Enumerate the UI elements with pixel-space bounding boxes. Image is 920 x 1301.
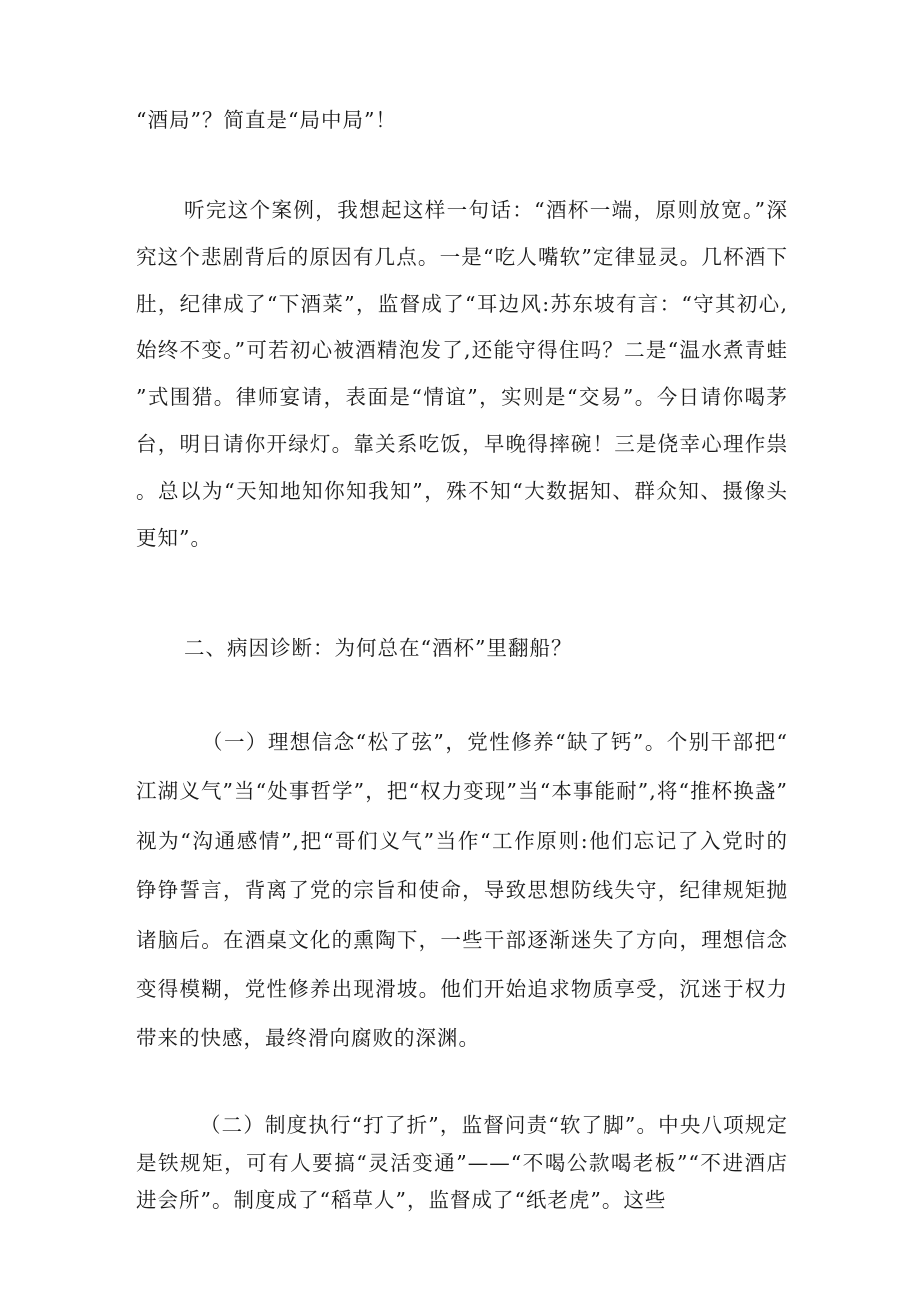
paragraph-case-analysis: 听完这个案例，我想起这样一句话：“酒杯一端，原则放宽。”深究这个悲剧背后的原因有几点。一是“吃人嘴软”定律显灵。几杯酒下肚，纪律成了“下酒菜”，监督成了“耳边风:苏东坡有言：“守其初心,始终不变。”可若初心被酒精泡发了,还能守得住吗？二是“温水煮青蛙”式围猎。律师宴请，表面是“情谊”，实则是“交易”。今日请你喝茅台，明日请你开绿灯。靠关系吃饭，早晚得摔碗！三是侥幸心理作祟。总以为“天知地知你知我知”，殊不知“大数据知、群众知、摄像头更知”。 [136, 198, 788, 550]
paragraph-intro-line: “酒局”？简直是“局中局”！ [136, 108, 397, 132]
paragraph-system-execution: （二）制度执行“打了折”，监督问责“软了脚”。中央八项规定是铁规矩，可有人要搞“灵活变通”——“不喝公款喝老板”“不进酒店进会所”。制度成了“稻草人”，监督成了“纸老虎”。这些 [136, 1113, 788, 1212]
section-heading-diagnosis: 二、病因诊断：为何总在“酒杯”里翻船？ [184, 636, 573, 660]
paragraph-ideals-faith: （一）理想信念“松了弦”，党性修养“缺了钙”。个别干部把“江湖义气”当“处事哲学”，把“权力变现”当“本事能耐”,将“推杯换盏”视为“沟通感情”,把“哥们义气”当作“工作原则:他们忘记了入党时的铮铮誓言，背离了党的宗旨和使命，导致思想防线失守，纪律规矩抛诸脑后。在酒桌文化的熏陶下，一些干部逐渐迷失了方向，理想信念变得模糊，党性修养出现滑坡。他们开始追求物质享受，沉迷于权力带来的快感，最终滑向腐败的深渊。 [136, 730, 788, 1051]
